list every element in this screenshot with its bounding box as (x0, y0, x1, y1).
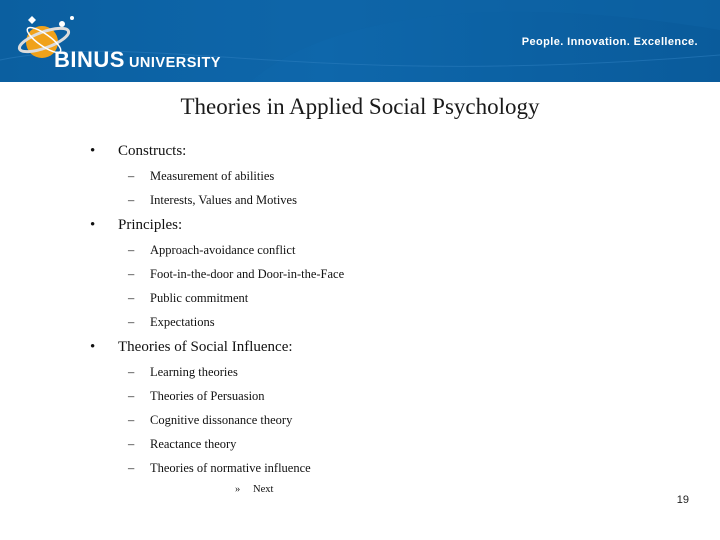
brand-secondary: UNIVERSITY (128, 55, 221, 71)
sub-item (90, 410, 690, 434)
sub-item-label: Cognitive dissonance theory (150, 413, 293, 427)
slide-title: Theories in Applied Social Psychology (180, 94, 540, 119)
dash-marker: – (128, 243, 135, 257)
dash-marker: – (128, 193, 135, 207)
sub-item (90, 166, 690, 190)
dash-marker: – (128, 389, 135, 403)
dash-marker: – (128, 267, 135, 281)
bullet-label: Constructs: (118, 143, 187, 159)
sub-item (90, 312, 690, 336)
dash-marker: – (128, 365, 135, 379)
sub-item-label: Measurement of abilities (150, 169, 275, 183)
bullet-item (90, 337, 690, 362)
bullet-marker: • (90, 217, 96, 233)
bullet-label: Principles: (118, 217, 183, 233)
next-item[interactable] (90, 482, 690, 500)
header-banner (0, 0, 720, 82)
sub-item-label: Reactance theory (150, 437, 237, 451)
dash-marker: – (128, 315, 135, 329)
sub-marker: » (235, 484, 241, 495)
sub-item-label: Interests, Values and Motives (150, 193, 297, 207)
sub-item (90, 264, 690, 288)
sub-item (90, 190, 690, 214)
sub-item (90, 362, 690, 386)
brand-primary: BINUS (54, 47, 125, 72)
bullet-list (90, 140, 690, 500)
dash-marker: – (128, 413, 135, 427)
dash-marker: – (128, 291, 135, 305)
sub-item-label: Foot-in-the-door and Door-in-the-Face (150, 267, 345, 281)
page-number: 19 (676, 494, 689, 506)
sub-item (90, 458, 690, 482)
next-link[interactable]: Next (253, 484, 274, 495)
bullet-item (90, 141, 690, 166)
sub-item-label: Theories of Persuasion (150, 389, 265, 403)
brand-wordmark (54, 47, 221, 73)
dash-marker: – (128, 169, 135, 183)
sub-item (90, 386, 690, 410)
sub-item-label: Expectations (150, 315, 215, 329)
sub-item-label: Approach-avoidance conflict (150, 243, 296, 257)
sub-item (90, 434, 690, 458)
bullet-marker: • (90, 339, 96, 355)
sub-item-label: Public commitment (150, 291, 249, 305)
bullet-label: Theories of Social Influence: (118, 339, 293, 355)
sub-item (90, 240, 690, 264)
dash-marker: – (128, 437, 135, 451)
sub-item-label: Theories of normative influence (150, 461, 311, 475)
bullet-marker: • (90, 143, 96, 159)
sub-item (90, 288, 690, 312)
tagline: People. Innovation. Excellence. (521, 36, 698, 48)
dash-marker: – (128, 461, 135, 475)
bullet-item (90, 215, 690, 240)
sub-item-label: Learning theories (150, 365, 238, 379)
